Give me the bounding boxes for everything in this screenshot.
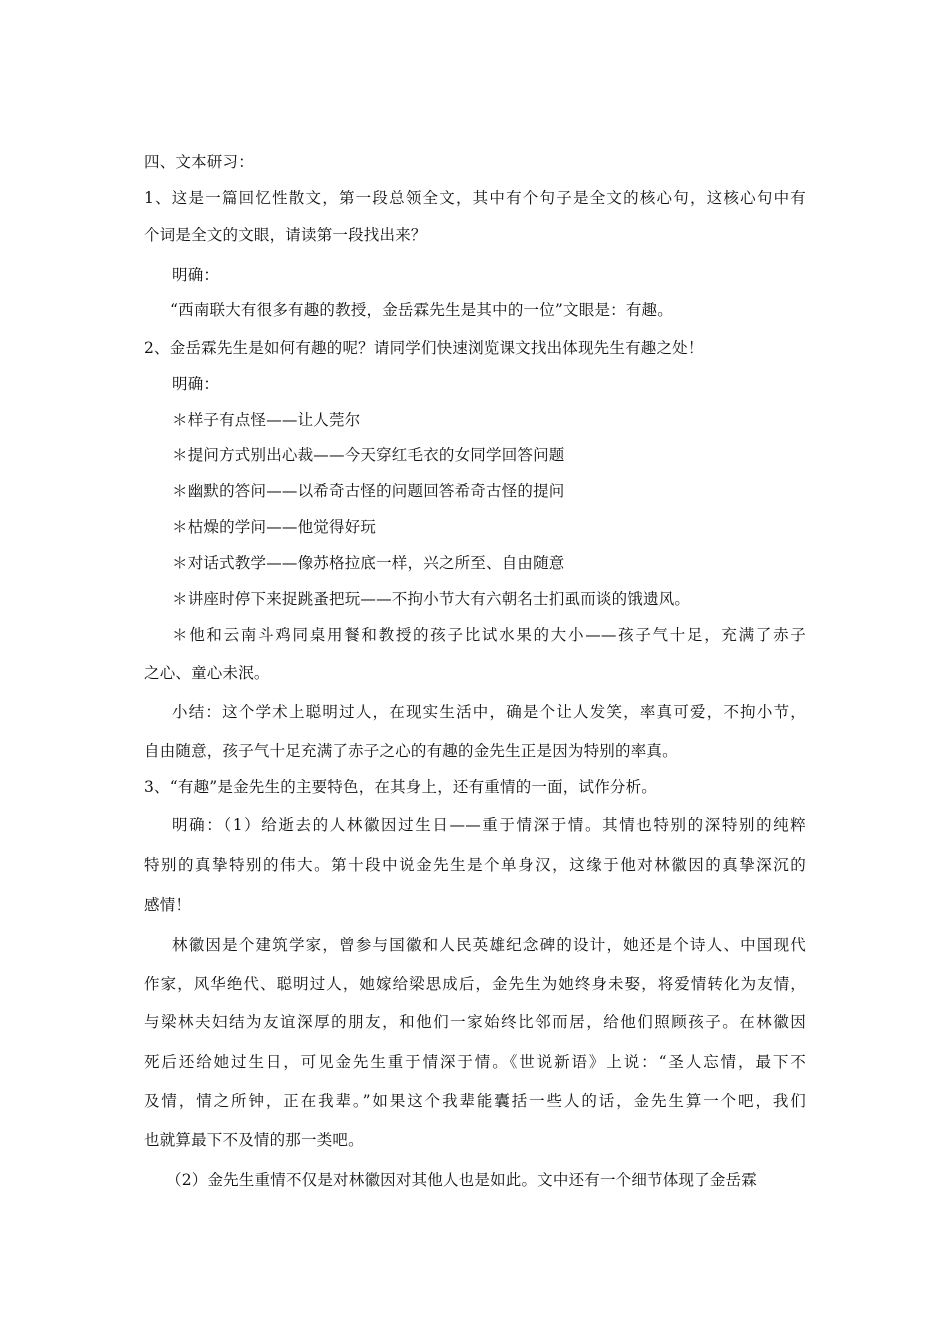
question-1-line-1: 1、这是一篇回忆性散文，第一段总领全文，其中有个句子是全文的核心句，这核心句中有 [144, 189, 806, 207]
list-item: ＊对话式教学——像苏格拉底一样，兴之所至、自由随意 [172, 554, 565, 572]
section-heading: 四、文本研习： [144, 153, 254, 171]
list-item: ＊讲座时停下来捉跳蚤把玩——不拘小节大有六朝名士扪虱而谈的饿遗风。 [172, 590, 691, 608]
question-3: 3、“有趣”是金先生的主要特色，在其身上，还有重情的一面，试作分析。 [144, 778, 658, 796]
paragraph-line: 作家，风华绝代、聪明过人，她嫁给梁思成后，金先生为她终身未娶，将爱情转化为友情， [144, 975, 806, 993]
paragraph-line: 及情，情之所钟，正在我辈。”如果这个我辈能囊括一些人的话，金先生算一个吧，我们 [144, 1092, 806, 1110]
answer-3-line-3: 感情！ [144, 896, 192, 914]
question-1-line-2: 个词是全文的文眼，请读第一段找出来？ [144, 226, 427, 244]
summary-line-2: 自由随意，孩子气十足充满了赤子之心的有趣的金先生正是因为特别的率真。 [144, 742, 678, 760]
paragraph-line: 与梁林夫妇结为友谊深厚的朋友，和他们一家始终比邻而居，给他们照顾孩子。在林徽因 [144, 1013, 806, 1031]
question-2: 2、金岳霖先生是如何有趣的呢？请同学们快速浏览课文找出体现先生有趣之处！ [144, 339, 704, 357]
paragraph-line: 死后还给她过生日，可见金先生重于情深于情。《世说新语》上说：“圣人忘情，最下不 [144, 1053, 806, 1071]
list-item: ＊幽默的答问——以希奇古怪的问题回答希奇古怪的提问 [172, 482, 565, 500]
answer-text: “西南联大有很多有趣的教授，金岳霖先生是其中的一位”文眼是：有趣。 [170, 301, 673, 319]
list-item: ＊提问方式别出心裁——今天穿红毛衣的女同学回答问题 [172, 446, 565, 464]
paragraph-line: 也就算最下不及情的那一类吧。 [144, 1131, 364, 1149]
list-item-continuation: 之心、童心未泯。 [144, 664, 270, 682]
answer-label: 明确： [172, 375, 220, 393]
list-item: ＊他和云南斗鸡同桌用餐和教授的孩子比试水果的大小——孩子气十足，充满了赤子 [172, 626, 806, 644]
list-item: ＊枯燥的学问——他觉得好玩 [172, 518, 377, 536]
paragraph-line: （2）金先生重情不仅是对林徽因对其他人也是如此。文中还有一个细节体现了金岳霖 [166, 1171, 757, 1189]
answer-label: 明确： [172, 266, 220, 284]
paragraph-line: 林徽因是个建筑学家，曾参与国徽和人民英雄纪念碑的设计，她还是个诗人、中国现代 [172, 936, 806, 954]
answer-3-line-2: 特别的真挚特别的伟大。第十段中说金先生是个单身汉，这缘于他对林徽因的真挚深沉的 [144, 856, 806, 874]
list-item: ＊样子有点怪——让人莞尔 [172, 411, 361, 429]
summary-line-1: 小结：这个学术上聪明过人，在现实生活中，确是个让人发笑，率真可爱，不拘小节， [172, 703, 806, 721]
answer-3-line-1: 明确：（1）给逝去的人林徽因过生日——重于情深于情。其情也特别的深特别的纯粹 [172, 816, 806, 834]
